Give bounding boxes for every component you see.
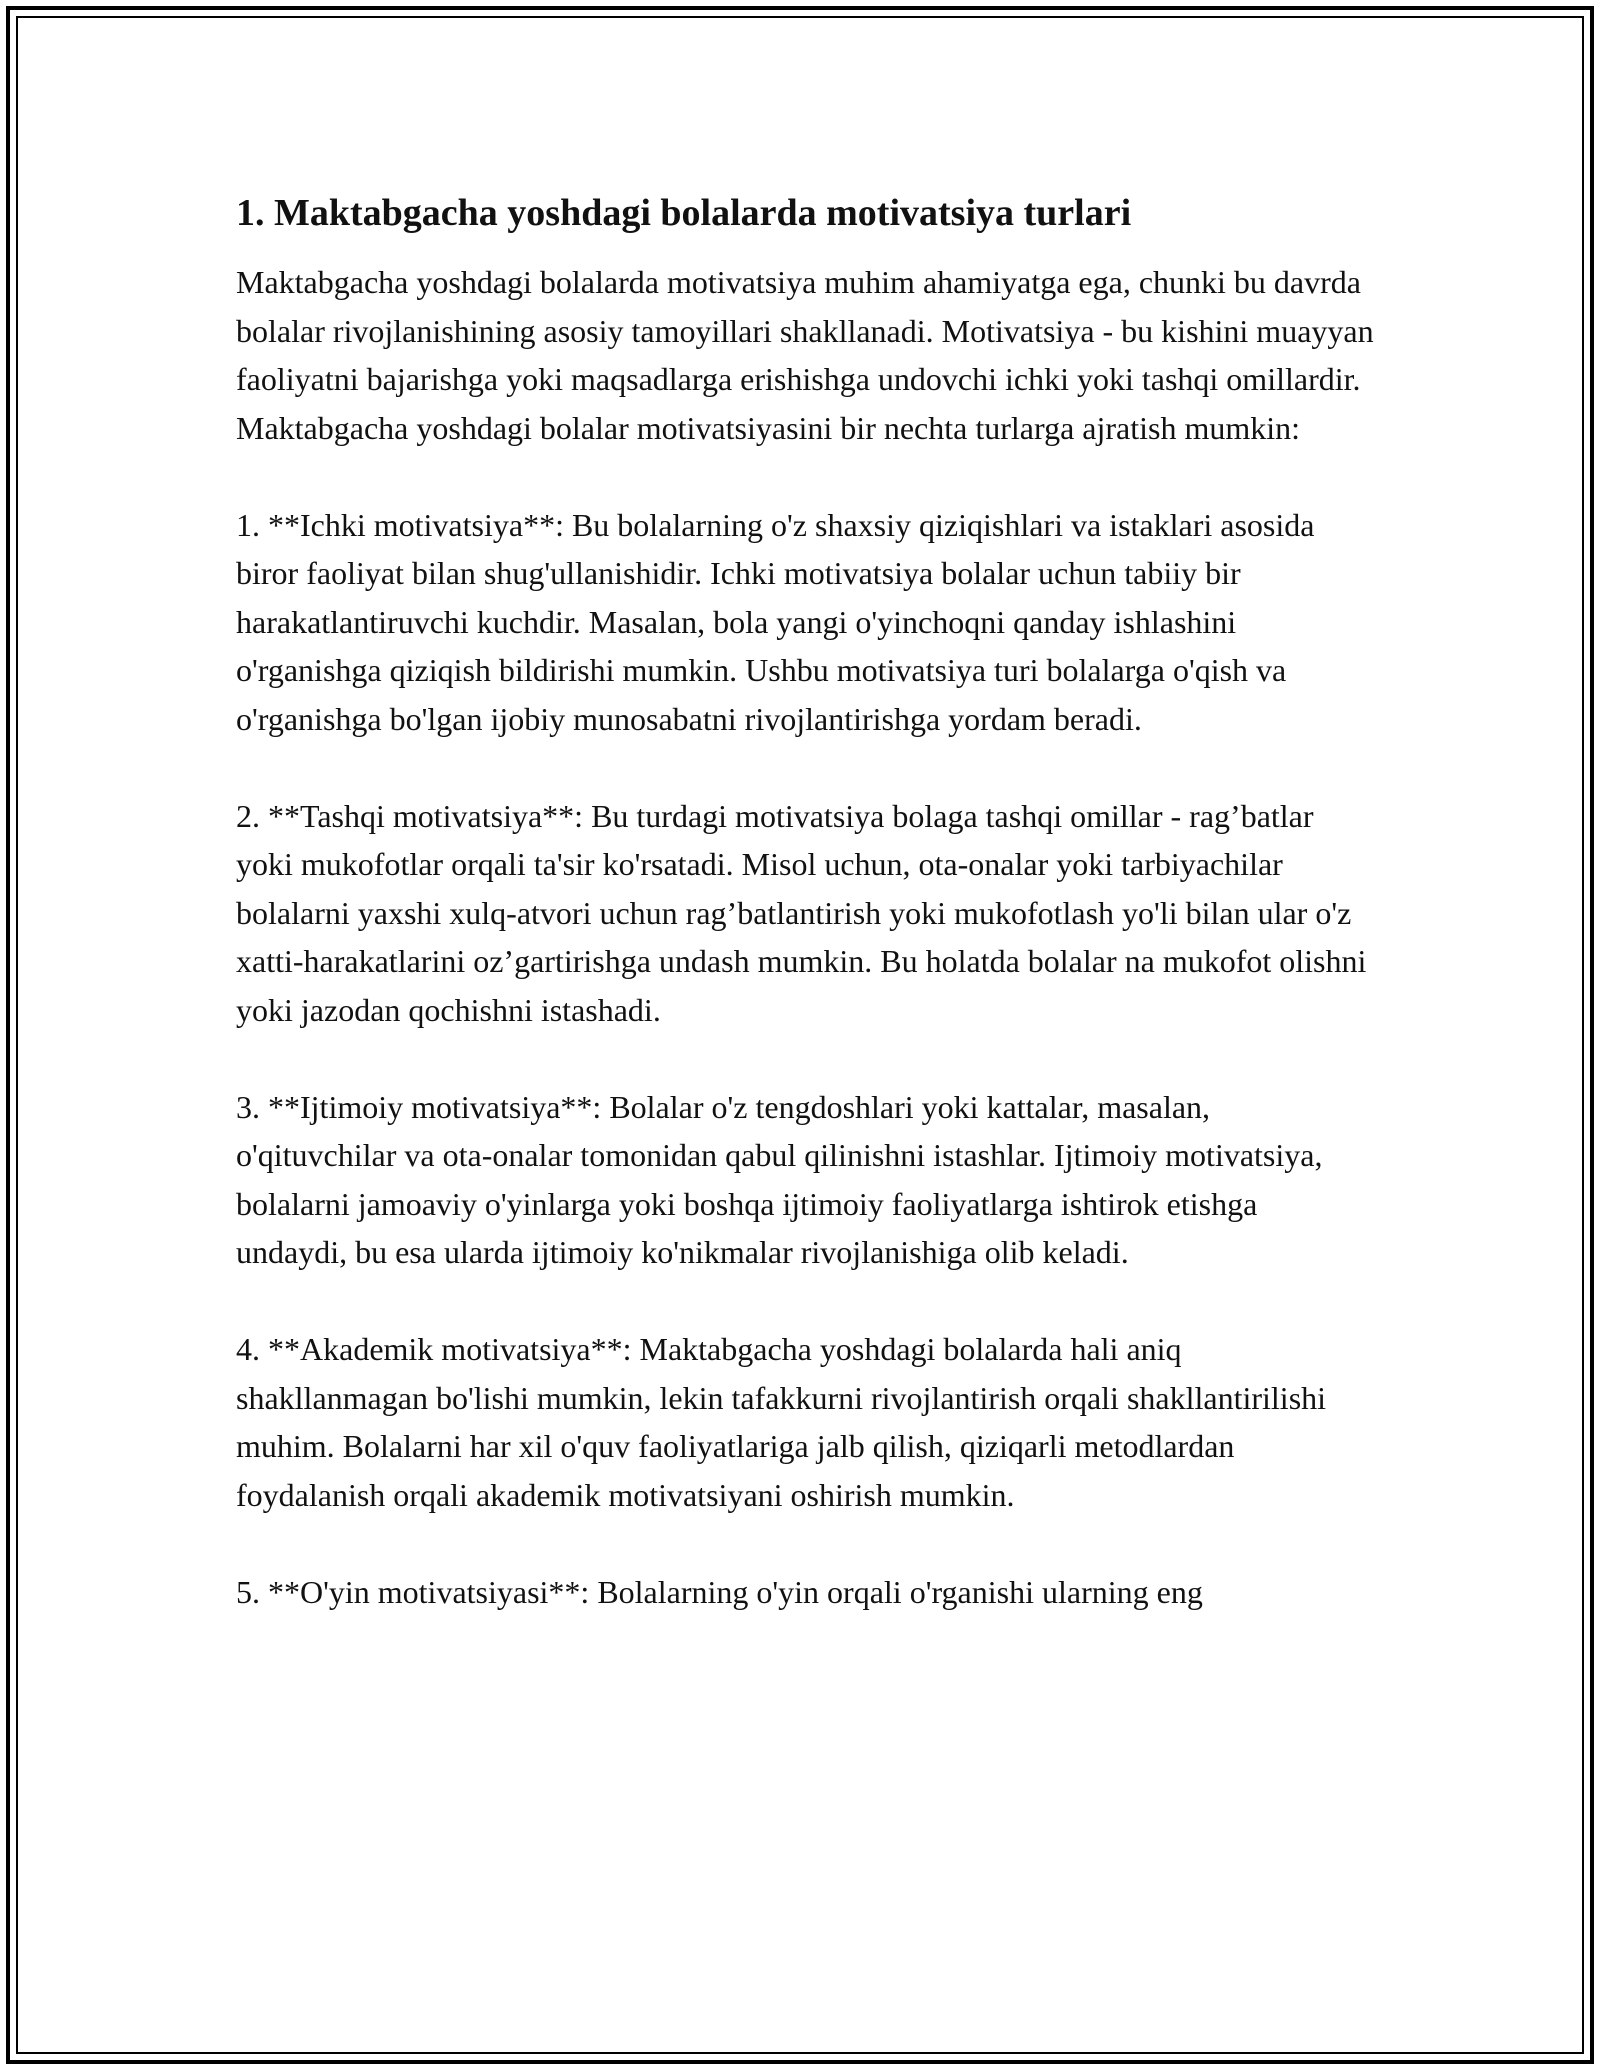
intro-paragraph: Maktabgacha yoshdagi bolalarda motivatsiya muhim ahamiyatga ega, chunki bu davrda bolalar rivojlanishining asosiy tamoyillari shakllanadi. Motivatsiya - bu kishini muayyan faoliyatni bajarishga yoki maqsadlarga erishishga undovchi ichki yoki tashqi omillardir. Maktabgacha yoshdagi bolalar motivatsiyasini bir nechta turlarga ajratish mumkin: bbox=[236, 264, 1374, 446]
paragraph-social-motivation: 3. **Ijtimoiy motivatsiya**: Bolalar o'z tengdoshlari yoki kattalar, masalan, o'qituvchilar va ota-onalar tomonidan qabul qilinishni istashlar. Ijtimoiy motivatsiya, bolalarni jamoaviy o'yinlarga yoki boshqa ijtimoiy faoliyatlarga ishtirok etishga undaydi, bu esa ularda ijtimoiy ko'nikmalar rivojlanishiga olib keladi. bbox=[236, 1088, 1323, 1270]
section-heading: 1. Maktabgacha yoshdagi bolalarda motivatsiya turlari bbox=[236, 192, 1132, 234]
paragraph-play-motivation: 5. **O'yin motivatsiyasi**: Bolalarning o'yin orqali o'rganishi ularning eng bbox=[236, 1573, 1203, 1610]
paragraph-intrinsic-motivation: 1. **Ichki motivatsiya**: Bu bolalarning o'z shaxsiy qiziqishlari va istaklari asosida biror faoliyat bilan shug'ullanishidir. Ichki motivatsiya bolalar uchun tabiiy bir harakatlantiruvchi kuchdir. Masalan, bola yangi o'yinchoqni qanday ishlashini o'rganishga qiziqish bildirishi mumkin. Ushbu motivatsiya turi bolalarga o'qish va o'rganishga bo'lgan ijobiy munosabatni rivojlantirishga yordam beradi. bbox=[236, 506, 1315, 737]
paragraph-extrinsic-motivation: 2. **Tashqi motivatsiya**: Bu turdagi motivatsiya bolaga tashqi omillar - rag’batlar yoki mukofotlar orqali ta'sir ko'rsatadi. Misol uchun, ota-onalar yoki tarbiyachilar bolalarni yaxshi xulq-atvori uchun rag’batlantirish yoki mukofotlash yo'li bilan ular o'z xatti-harakatlarini oz’gartirishga undash mumkin. Bu holatda bolalar na mukofot olishni yoki jazodan qochishni istashadi. bbox=[236, 797, 1367, 1028]
document-body bbox=[236, 186, 1376, 1616]
paragraph-academic-motivation: 4. **Akademik motivatsiya**: Maktabgacha yoshdagi bolalarda hali aniq shakllanmagan bo'lishi mumkin, lekin tafakkurni rivojlantirish orqali shakllantirilishi muhim. Bolalarni har xil o'quv faoliyatlariga jalb qilish, qiziqarli metodlardan foydalanish orqali akademik motivatsiyani oshirish mumkin. bbox=[236, 1331, 1327, 1513]
